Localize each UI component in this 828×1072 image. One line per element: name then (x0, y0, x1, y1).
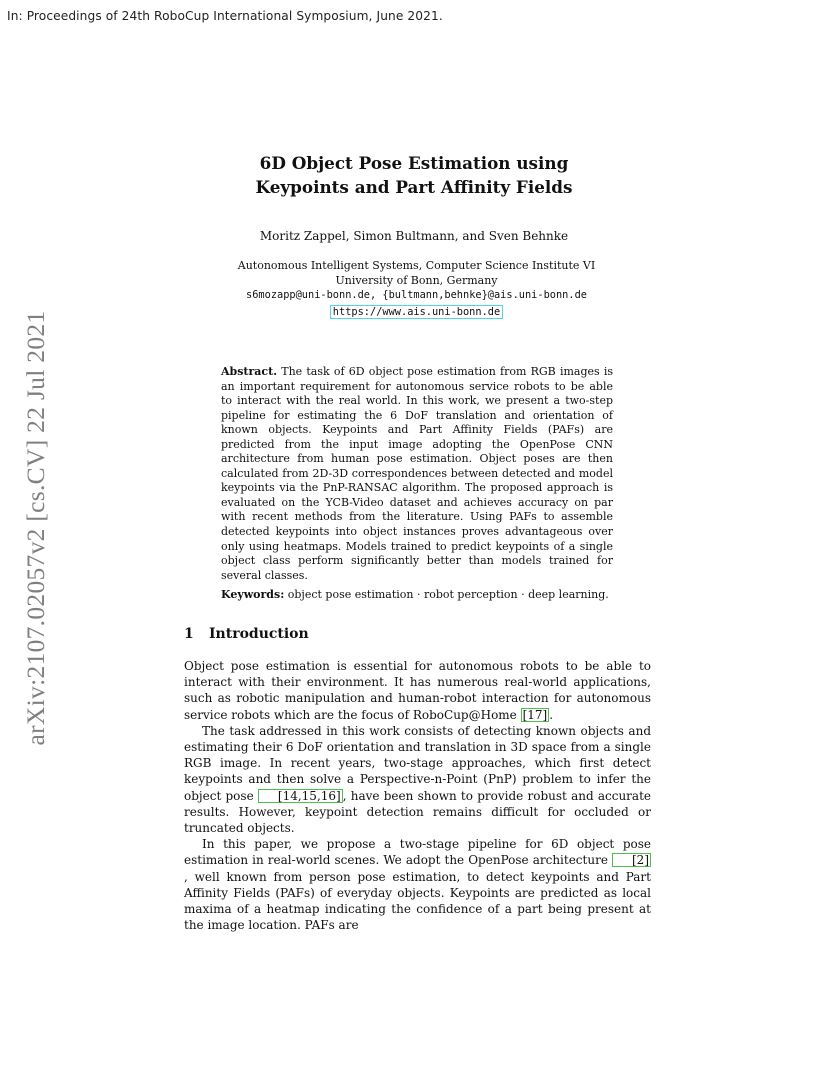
paragraph-1-end: . (549, 707, 554, 722)
introduction-body (184, 658, 651, 933)
title-line-2: Keypoints and Part Affinity Fields (255, 177, 573, 197)
paper-title (0, 151, 828, 199)
abstract-text: The task of 6D object pose estimation from RGB images is an important requirement for autonomous service robots to be able to interact with the real world. In this work, we present a two-step pipeline for estimating the 6 DoF translation and orientation of known objects. Keypoints and Part Affinity Fields (PAFs) are predicted from the input image adopting the OpenPose CNN architecture from human pose estimation. Object poses are then calculated from 2D-3D correspondences between detected and model keypoints via the PnP-RANSAC algorithm. The proposed approach is evaluated on the YCB-Video dataset and achieves accuracy on par with recent methods from the literature. Using PAFs to assemble detected keypoints into object instances proves advantageous over only using heatmaps. Models trained to predict keypoints of a single object class perform significantly better than models trained for several classes. (221, 365, 614, 582)
keywords-label: Keywords: (221, 588, 285, 601)
author-emails: s6mozapp@uni-bonn.de, {bultmann,behnke}@ais.uni-bonn.de (246, 289, 587, 302)
author-list: Moritz Zappel, Simon Bultmann, and Sven Behnke (259, 229, 569, 243)
affiliation-university: University of Bonn, Germany (335, 274, 498, 288)
keywords (221, 588, 621, 601)
paragraph-1-text: Object pose estimation is essential for autonomous robots to be able to interact with their environment. It has numerous real-world applications, such as robotic manipulation and human-robot interaction for autonomous service robots which are the focus of RoboCup@Home (184, 659, 651, 722)
paragraph-3 (184, 836, 651, 933)
paragraph-3-text: In this paper, we propose a two-stage pipeline for 6D object pose estimation in real-world scenes. We adopt the OpenPose architecture (184, 837, 651, 868)
paragraph-2-end: , have been shown to provide robust and accurate results. However, keypoint detection remains difficult for occluded or truncated objects. (184, 788, 651, 836)
institute-url-link[interactable]: https://www.ais.uni-bonn.de (330, 305, 503, 319)
abstract-label: Abstract. (221, 365, 278, 378)
citation-link[interactable]: [14,15,16] (258, 789, 343, 803)
citation-link[interactable]: [2] (612, 853, 651, 867)
paragraph-2-text: The task addressed in this work consists of detecting known objects and estimating their 6 DoF orientation and translation in 3D space from a single RGB image. In recent years, two-stage approaches, which first detect keypoints and then solve a Perspective-n-Point (PnP) problem to infer the object pose (184, 723, 651, 803)
paragraph-2 (184, 723, 651, 836)
title-line-1: 6D Object Pose Estimation using (259, 153, 569, 173)
section-heading (184, 626, 309, 642)
paragraph-3-end: , well known from person pose estimation, to detect keypoints and Part Affinity Fields (PAFs) of everyday objects. Keypoints are predicted as local maxima of a heatmap indicating the confidence of a part being present at the image location. PAFs are (184, 869, 651, 933)
paragraph-1 (184, 658, 651, 723)
keywords-text: object pose estimation · robot perception · deep learning. (287, 588, 609, 601)
proceedings-note: In: Proceedings of 24th RoboCup International Symposium, June 2021. (7, 9, 443, 23)
affiliation-institute: Autonomous Intelligent Systems, Computer Science Institute VI (237, 259, 596, 272)
section-number: 1 (184, 626, 194, 642)
arxiv-identifier-stamp: arXiv:2107.02057v2 [cs.CV] 22 Jul 2021 (21, 310, 50, 746)
affiliation-block (0, 258, 828, 319)
abstract (221, 365, 613, 583)
citation-link[interactable]: [17] (522, 707, 548, 722)
section-title: Introduction (209, 626, 309, 642)
